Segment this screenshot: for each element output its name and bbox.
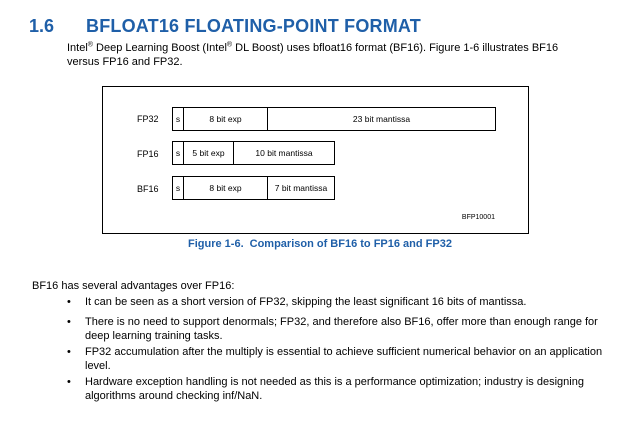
bullet-icon: • [67,376,71,388]
advantages-intro: BF16 has several advantages over FP16: [32,280,235,292]
row-label-fp16: FP16 [137,149,159,159]
fp32-sign-field: s [172,107,184,131]
format-diagram [102,86,529,234]
row-label-bf16: BF16 [137,184,159,194]
intro-text-1: Intel [67,42,88,54]
bf16-sign-field: s [172,176,184,200]
bullet-icon: • [67,316,71,328]
bullet-icon: • [67,296,71,308]
fp16-sign-field: s [172,141,184,165]
fp16-exponent-field: 5 bit exp [183,141,234,165]
bf16-exponent-field: 8 bit exp [183,176,268,200]
fp32-exponent-field: 8 bit exp [183,107,268,131]
intro-text-2: Deep Learning Boost (Intel [92,42,227,54]
bf16-mantissa-field: 7 bit mantissa [267,176,335,200]
row-label-fp32: FP32 [137,114,159,124]
list-item-text: FP32 accumulation after the multiply is essential to achieve sufficient numerical behavior on an application level. [85,346,603,372]
section-title: BFLOAT16 FLOATING-POINT FORMAT [86,16,421,36]
fp16-mantissa-field: 10 bit mantissa [233,141,335,165]
section-number: 1.6 [29,16,55,36]
list-item-text: It can be seen as a short version of FP32, skipping the least significant 16 bits of mantissa. [85,296,527,308]
intro-paragraph [67,41,587,69]
list-item-text: Hardware exception handling is not needed as this is a performance optimization; industry is designing algorithms around checking inf/NaN. [85,376,584,402]
intro-text-3: DL Boost) uses bfloat16 format (BF16). Figure 1-6 illustrates BF16 versus FP16 and FP32. [67,42,559,68]
bullet-icon: • [67,346,71,358]
registered-mark-2: ® [226,41,233,49]
figure-id: BFP10001 [461,214,495,221]
caption-label: Figure 1-6. [188,238,244,250]
fp32-mantissa-field: 23 bit mantissa [267,107,496,131]
caption-text: Comparison of BF16 to FP16 and FP32 [249,238,452,250]
figure-caption [0,238,640,250]
registered-mark-1: ® [87,41,93,49]
list-item-text: There is no need to support denormals; FP32, and therefore also BF16, offer more than enough range for deep learning training tasks. [85,316,598,342]
section-heading [29,16,629,40]
